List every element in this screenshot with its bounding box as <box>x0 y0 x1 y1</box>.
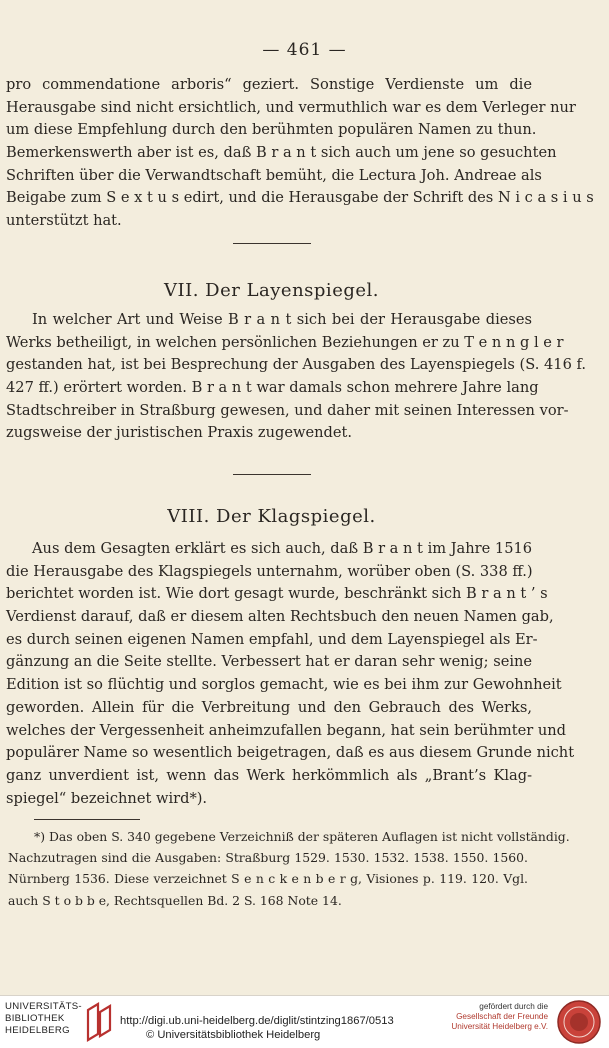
copyright-text: © Universitätsbibliothek Heidelberg <box>146 1029 321 1041</box>
paragraph-1 <box>6 74 594 233</box>
paragraph-3 <box>6 538 575 810</box>
text-line: Beigabe zum S e x t u s edirt, und die Herausgabe der Schrift des N i c a s i u s <box>6 189 594 207</box>
text-line: Schriften über die Verwandtschaft bemüht, die Lectura Joh. Andreae als <box>6 166 542 184</box>
permalink-url[interactable]: http://digi.ub.uni-heidelberg.de/diglit/stintzing1867/0513 <box>120 1015 394 1027</box>
footnote-divider <box>34 819 140 820</box>
society-name-line: Gesellschaft der Freunde <box>456 1012 548 1021</box>
footnote-line: auch S t o b b e, Rechtsquellen Bd. 2 S. 168 Note 14. <box>8 892 342 908</box>
text-line: spiegel“ bezeichnet wird*). <box>6 789 208 807</box>
footnote-line: Nachzutragen sind die Ausgaben: Straßburg 1529. 1530. 1532. 1538. 1550. 1560. <box>8 850 528 866</box>
digitization-footer <box>0 995 609 1048</box>
text-line: Werks betheiligt, in welchen persönlichen Beziehungen er zu T e n n g l e r <box>6 333 564 351</box>
footnote-line: Nürnberg 1536. Diese verzeichnet S e n c k e n b e r g, Visiones p. 119. 120. Vgl. <box>8 871 528 887</box>
paragraph-2 <box>6 309 587 445</box>
text-line: unterstützt hat. <box>6 212 122 230</box>
section-divider <box>233 243 311 244</box>
funding-note <box>442 1002 548 1032</box>
text-line: In welcher Art und Weise B r a n t sich bei der Herausgabe dieses <box>32 311 532 328</box>
text-line: zugsweise der juristischen Praxis zugewendet. <box>6 424 352 442</box>
text-line: gestanden hat, ist bei Besprechung der Ausgaben des Layenspiegels (S. 416 f. <box>6 356 587 374</box>
text-line: Bemerkenswerth aber ist es, daß B r a n t sich auch um jene so gesuchten <box>6 144 557 162</box>
society-name-line: Universität Heidelberg e.V. <box>451 1022 548 1031</box>
library-name-line: UNIVERSITÄTS- <box>5 1001 82 1012</box>
library-name-line: BIBLIOTHEK <box>5 1013 65 1024</box>
footnote <box>8 826 570 911</box>
text-line: pro commendatione arboris“ geziert. Sonstige Verdienste um die <box>6 76 532 93</box>
section-heading-viii: VIII. Der Klagspiegel. <box>167 506 376 527</box>
text-line: 427 ff.) erörtert worden. B r a n t war damals schon mehrere Jahre lang <box>6 379 539 397</box>
text-line: Verdienst darauf, daß er diesem alten Rechtsbuch den neuen Namen gab, <box>6 608 554 626</box>
text-line: Aus dem Gesagten erklärt es sich auch, daß B r a n t im Jahre 1516 <box>32 540 533 557</box>
library-logo-icon <box>84 1000 114 1044</box>
text-line: Stadtschreiber in Straßburg gewesen, und daher mit seinen Interessen vor- <box>6 401 569 419</box>
text-line: populärer Name so wesentlich beigetragen, daß es aus diesem Grunde nicht <box>6 744 575 762</box>
page-number: — 461 — <box>262 40 347 60</box>
text-line: Herausgabe sind nicht ersichtlich, und vermuthlich war es dem Verleger nur <box>6 98 576 116</box>
text-line: es durch seinen eigenen Namen empfahl, und dem Layenspiegel als Er- <box>6 630 538 648</box>
library-logo-text <box>5 1001 82 1037</box>
university-seal-icon <box>556 999 602 1045</box>
footnote-line: *) Das oben S. 340 gegebene Verzeichniß der späteren Auflagen ist nicht vollständig. <box>34 829 570 844</box>
funded-by-label: gefördert durch die <box>479 1002 548 1011</box>
text-line: welches der Vergessenheit anheimzufallen begann, hat sein berühmter und <box>6 721 566 739</box>
section-divider <box>233 474 311 475</box>
text-line: berichtet worden ist. Wie dort gesagt wurde, beschränkt sich B r a n t ’ s <box>6 585 548 603</box>
text-line: um diese Empfehlung durch den berühmten populären Namen zu thun. <box>6 121 537 139</box>
text-line: Edition ist so flüchtig und sorglos gemacht, wie es bei ihm zur Gewohnheit <box>6 676 562 694</box>
text-line: ganz unverdient ist, wenn das Werk herkömmlich als „Brant’s Klag- <box>6 766 532 784</box>
text-line: die Herausgabe des Klagspiegels unternahm, worüber oben (S. 338 ff.) <box>6 562 533 580</box>
text-line: geworden. Allein für die Verbreitung und den Gebrauch des Werks, <box>6 698 532 716</box>
section-heading-vii: VII. Der Layenspiegel. <box>164 280 379 301</box>
library-name-line: HEIDELBERG <box>5 1025 70 1036</box>
text-line: gänzung an die Seite stellte. Verbessert hat er daran sehr wenig; seine <box>6 653 533 671</box>
